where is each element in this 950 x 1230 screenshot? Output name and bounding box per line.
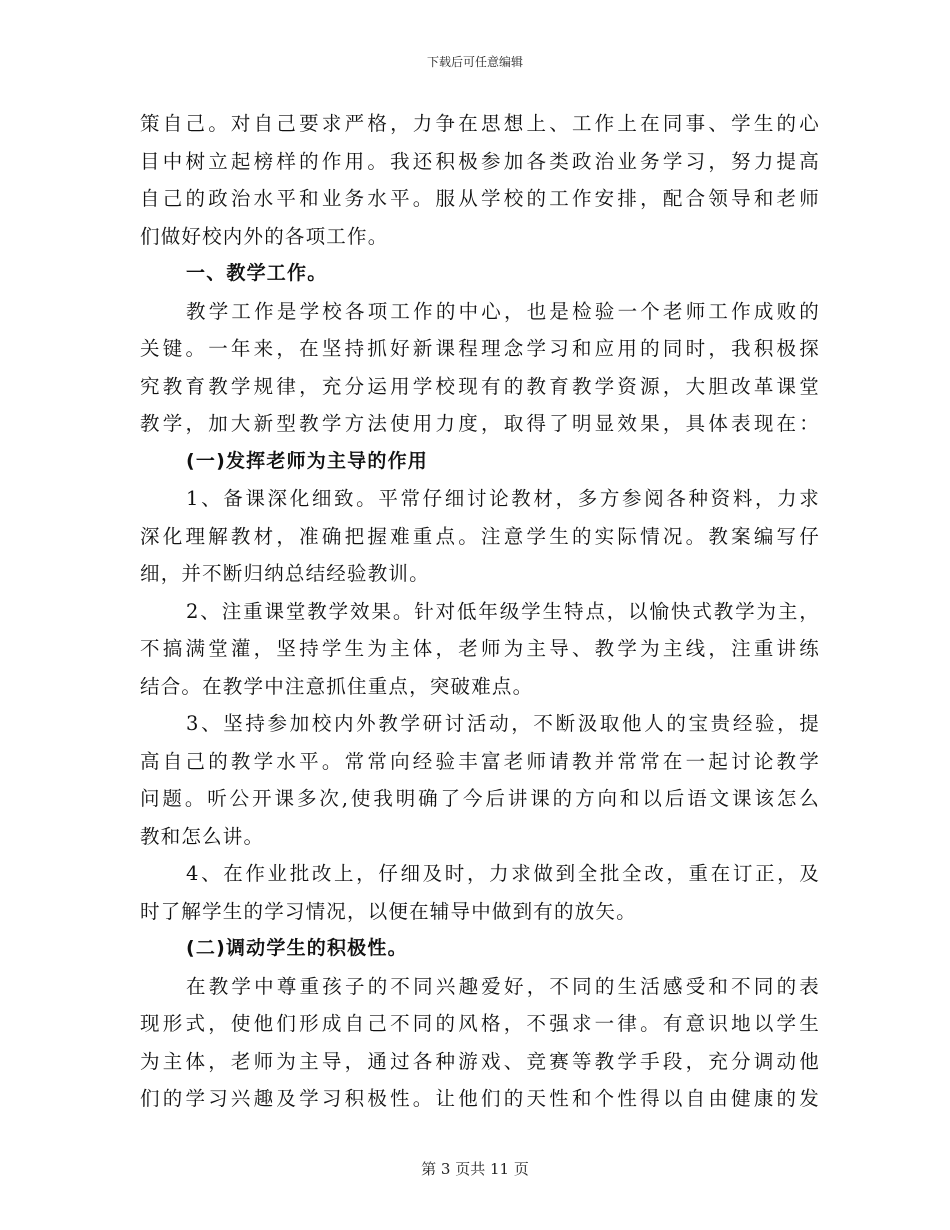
document-body — [140, 105, 820, 1118]
text-line: 为主体，老师为主导，通过各种游戏、竞赛等教学手段，充分调动他 — [140, 1049, 820, 1073]
section-heading: 一、教学工作。 — [186, 262, 328, 284]
text-line: 2、注重课堂教学效果。针对低年级学生特点，以愉快式教学为主， — [186, 599, 820, 623]
text-line: 时了解学生的学习情况，以便在辅导中做到有的放矢。 — [140, 899, 637, 923]
text-line: 现形式，使他们形成自己不同的风格，不强求一律。有意识地以学生 — [140, 1012, 820, 1035]
text-line: 关键。一年来，在坚持抓好新课程理念学习和应用的同时，我积极探 — [140, 337, 820, 360]
text-line: 高自己的教学水平。常常向经验丰富老师请教并常常在一起讨论教学 — [140, 749, 820, 773]
text-line: 们的学习兴趣及学习积极性。让他们的天性和个性得以自由健康的发 — [140, 1087, 820, 1110]
text-line: 教学工作是学校各项工作的中心，也是检验一个老师工作成败的 — [186, 299, 820, 323]
text-line: 们做好校内外的各项工作。 — [140, 224, 389, 248]
text-line: 策自己。对自己要求严格，力争在思想上、工作上在同事、学生的心 — [140, 112, 820, 135]
text-line: 结合。在教学中注意抓住重点，突破难点。 — [140, 674, 534, 698]
text-line: 4、在作业批改上，仔细及时，力求做到全批全改，重在订正，及 — [186, 862, 820, 885]
page-number-footer: 第 3 页共 11 页 — [421, 1160, 529, 1178]
text-line: 深化理解教材，准确把握难重点。注意学生的实际情况。教案编写仔 — [140, 524, 820, 548]
subsection-heading: (一)发挥老师为主导的作用 — [186, 449, 428, 472]
text-line: 细，并不断归纳总结经验教训。 — [140, 562, 430, 585]
text-line: 教和怎么讲。 — [140, 824, 265, 848]
text-line: 1、备课深化细致。平常仔细讨论教材，多方参阅各种资料，力求 — [186, 487, 820, 510]
text-line: 目中树立起榜样的作用。我还积极参加各类政治业务学习，努力提高 — [140, 149, 820, 173]
text-line: 3、坚持参加校内外教学研讨活动，不断汲取他人的宝贵经验，提 — [186, 712, 820, 735]
subsection-heading: (二)调动学生的积极性。 — [186, 937, 408, 959]
text-line: 在教学中尊重孩子的不同兴趣爱好，不同的生活感受和不同的表 — [186, 974, 820, 998]
page-header: 下载后可任意编辑 — [426, 55, 523, 69]
text-line: 究教育教学规律，充分运用学校现有的教育教学资源，大胆改革课堂 — [140, 374, 820, 398]
text-line: 问题。听公开课多次,使我明确了今后讲课的方向和以后语文课该怎么 — [140, 787, 820, 810]
text-line: 自己的政治水平和业务水平。服从学校的工作安排，配合领导和老师 — [140, 187, 820, 210]
text-line: 教学，加大新型教学方法使用力度，取得了明显效果，具体表现在： — [140, 412, 820, 435]
text-line: 不搞满堂灌，坚持学生为主体，老师为主导、教学为主线，注重讲练 — [140, 637, 820, 660]
